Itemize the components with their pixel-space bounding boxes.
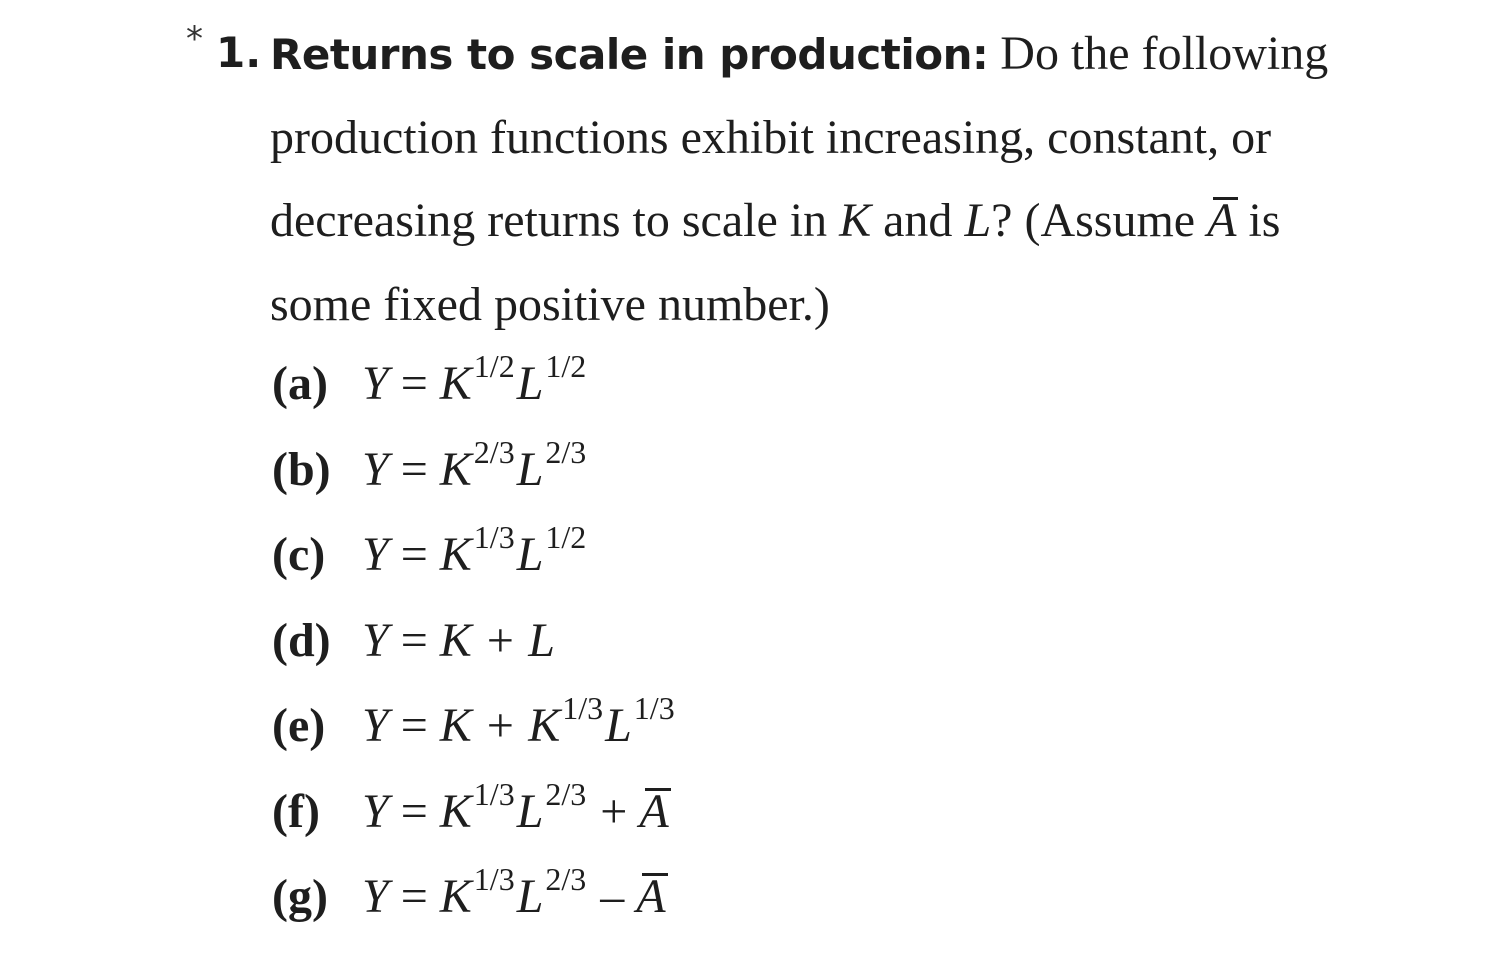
equals-sign: = bbox=[400, 699, 428, 752]
base-k: K bbox=[439, 357, 472, 410]
exponent: 1/3 bbox=[562, 690, 604, 726]
var-k: K bbox=[839, 194, 872, 247]
problem-number: 1. bbox=[216, 28, 262, 77]
exponent: 1/3 bbox=[633, 690, 675, 726]
part-label: (g) bbox=[272, 870, 328, 923]
prompt-line-3 bbox=[270, 194, 1281, 247]
exponent: 2/3 bbox=[545, 861, 587, 897]
part-f bbox=[272, 776, 669, 838]
equation bbox=[362, 690, 677, 752]
part-label: (e) bbox=[272, 699, 326, 752]
prompt-text-2: production functions exhibit increasing, constant, or bbox=[270, 111, 1272, 164]
part-e bbox=[272, 690, 677, 752]
problem-heading: Returns to scale in production: bbox=[270, 30, 989, 79]
base-k: K bbox=[439, 528, 472, 581]
exponent: 2/3 bbox=[545, 776, 587, 812]
exponent: 1/2 bbox=[473, 348, 515, 384]
equals-sign: = bbox=[400, 443, 428, 496]
base-k: K bbox=[528, 699, 561, 752]
part-b bbox=[272, 434, 588, 496]
a-bar-symbol: A bbox=[1207, 194, 1237, 247]
lhs: Y bbox=[362, 614, 389, 667]
prompt-text-1: Do the following bbox=[1000, 27, 1329, 80]
prompt-text-3: decreasing returns to scale in bbox=[270, 194, 828, 247]
equals-sign: = bbox=[400, 614, 428, 667]
part-label: (c) bbox=[272, 528, 326, 581]
part-c bbox=[272, 519, 588, 581]
exponent: 1/3 bbox=[473, 776, 515, 812]
equals-sign: = bbox=[400, 785, 428, 838]
exponent: 2/3 bbox=[545, 434, 587, 470]
exponent: 1/3 bbox=[473, 861, 515, 897]
base-l: L bbox=[516, 443, 544, 496]
part-label: (d) bbox=[272, 614, 331, 667]
minus-sign: – bbox=[600, 870, 625, 923]
base-l: L bbox=[516, 528, 544, 581]
exponent: 2/3 bbox=[473, 434, 515, 470]
a-bar-symbol: A bbox=[636, 870, 666, 923]
lhs: Y bbox=[362, 443, 389, 496]
prompt-line-2 bbox=[270, 111, 1272, 164]
word-and: and bbox=[883, 194, 953, 247]
base-k: K bbox=[439, 785, 472, 838]
question-mark: ? bbox=[991, 194, 1013, 247]
lhs: Y bbox=[362, 870, 389, 923]
lhs: Y bbox=[362, 785, 389, 838]
part-label: (f) bbox=[272, 785, 320, 838]
expression: K + L bbox=[439, 614, 555, 667]
starred-marker: * bbox=[186, 19, 203, 59]
exponent: 1/3 bbox=[473, 519, 515, 555]
lhs: Y bbox=[362, 528, 389, 581]
exponent: 1/2 bbox=[545, 348, 587, 384]
part-g bbox=[272, 861, 666, 923]
word-is: is bbox=[1248, 194, 1281, 247]
exponent: 1/2 bbox=[545, 519, 587, 555]
equals-sign: = bbox=[400, 870, 428, 923]
equation bbox=[362, 434, 588, 496]
lhs: Y bbox=[362, 357, 389, 410]
part-label: (b) bbox=[272, 443, 331, 496]
equation bbox=[362, 861, 666, 923]
equation bbox=[362, 776, 669, 838]
plus-sign: + bbox=[600, 785, 628, 838]
base-l: L bbox=[516, 785, 544, 838]
base-l: L bbox=[516, 870, 544, 923]
prompt-line-1 bbox=[270, 27, 1329, 80]
part-a bbox=[272, 348, 588, 410]
part-label: (a) bbox=[272, 357, 328, 410]
base-l: L bbox=[605, 699, 632, 752]
equals-sign: = bbox=[400, 357, 428, 410]
lhs: Y bbox=[362, 699, 389, 752]
a-bar-symbol: A bbox=[639, 785, 669, 838]
var-l: L bbox=[964, 194, 992, 247]
prompt-text-4: some fixed positive number.) bbox=[270, 278, 830, 331]
prompt-line-4 bbox=[270, 278, 830, 331]
equation bbox=[362, 614, 555, 667]
assume-word: (Assume bbox=[1024, 194, 1196, 247]
base-k: K bbox=[439, 870, 472, 923]
base-l: L bbox=[516, 357, 544, 410]
equation bbox=[362, 348, 588, 410]
equals-sign: = bbox=[400, 528, 428, 581]
prefix-term: K + bbox=[439, 699, 517, 752]
part-d bbox=[272, 614, 555, 667]
equation bbox=[362, 519, 588, 581]
base-k: K bbox=[439, 443, 472, 496]
